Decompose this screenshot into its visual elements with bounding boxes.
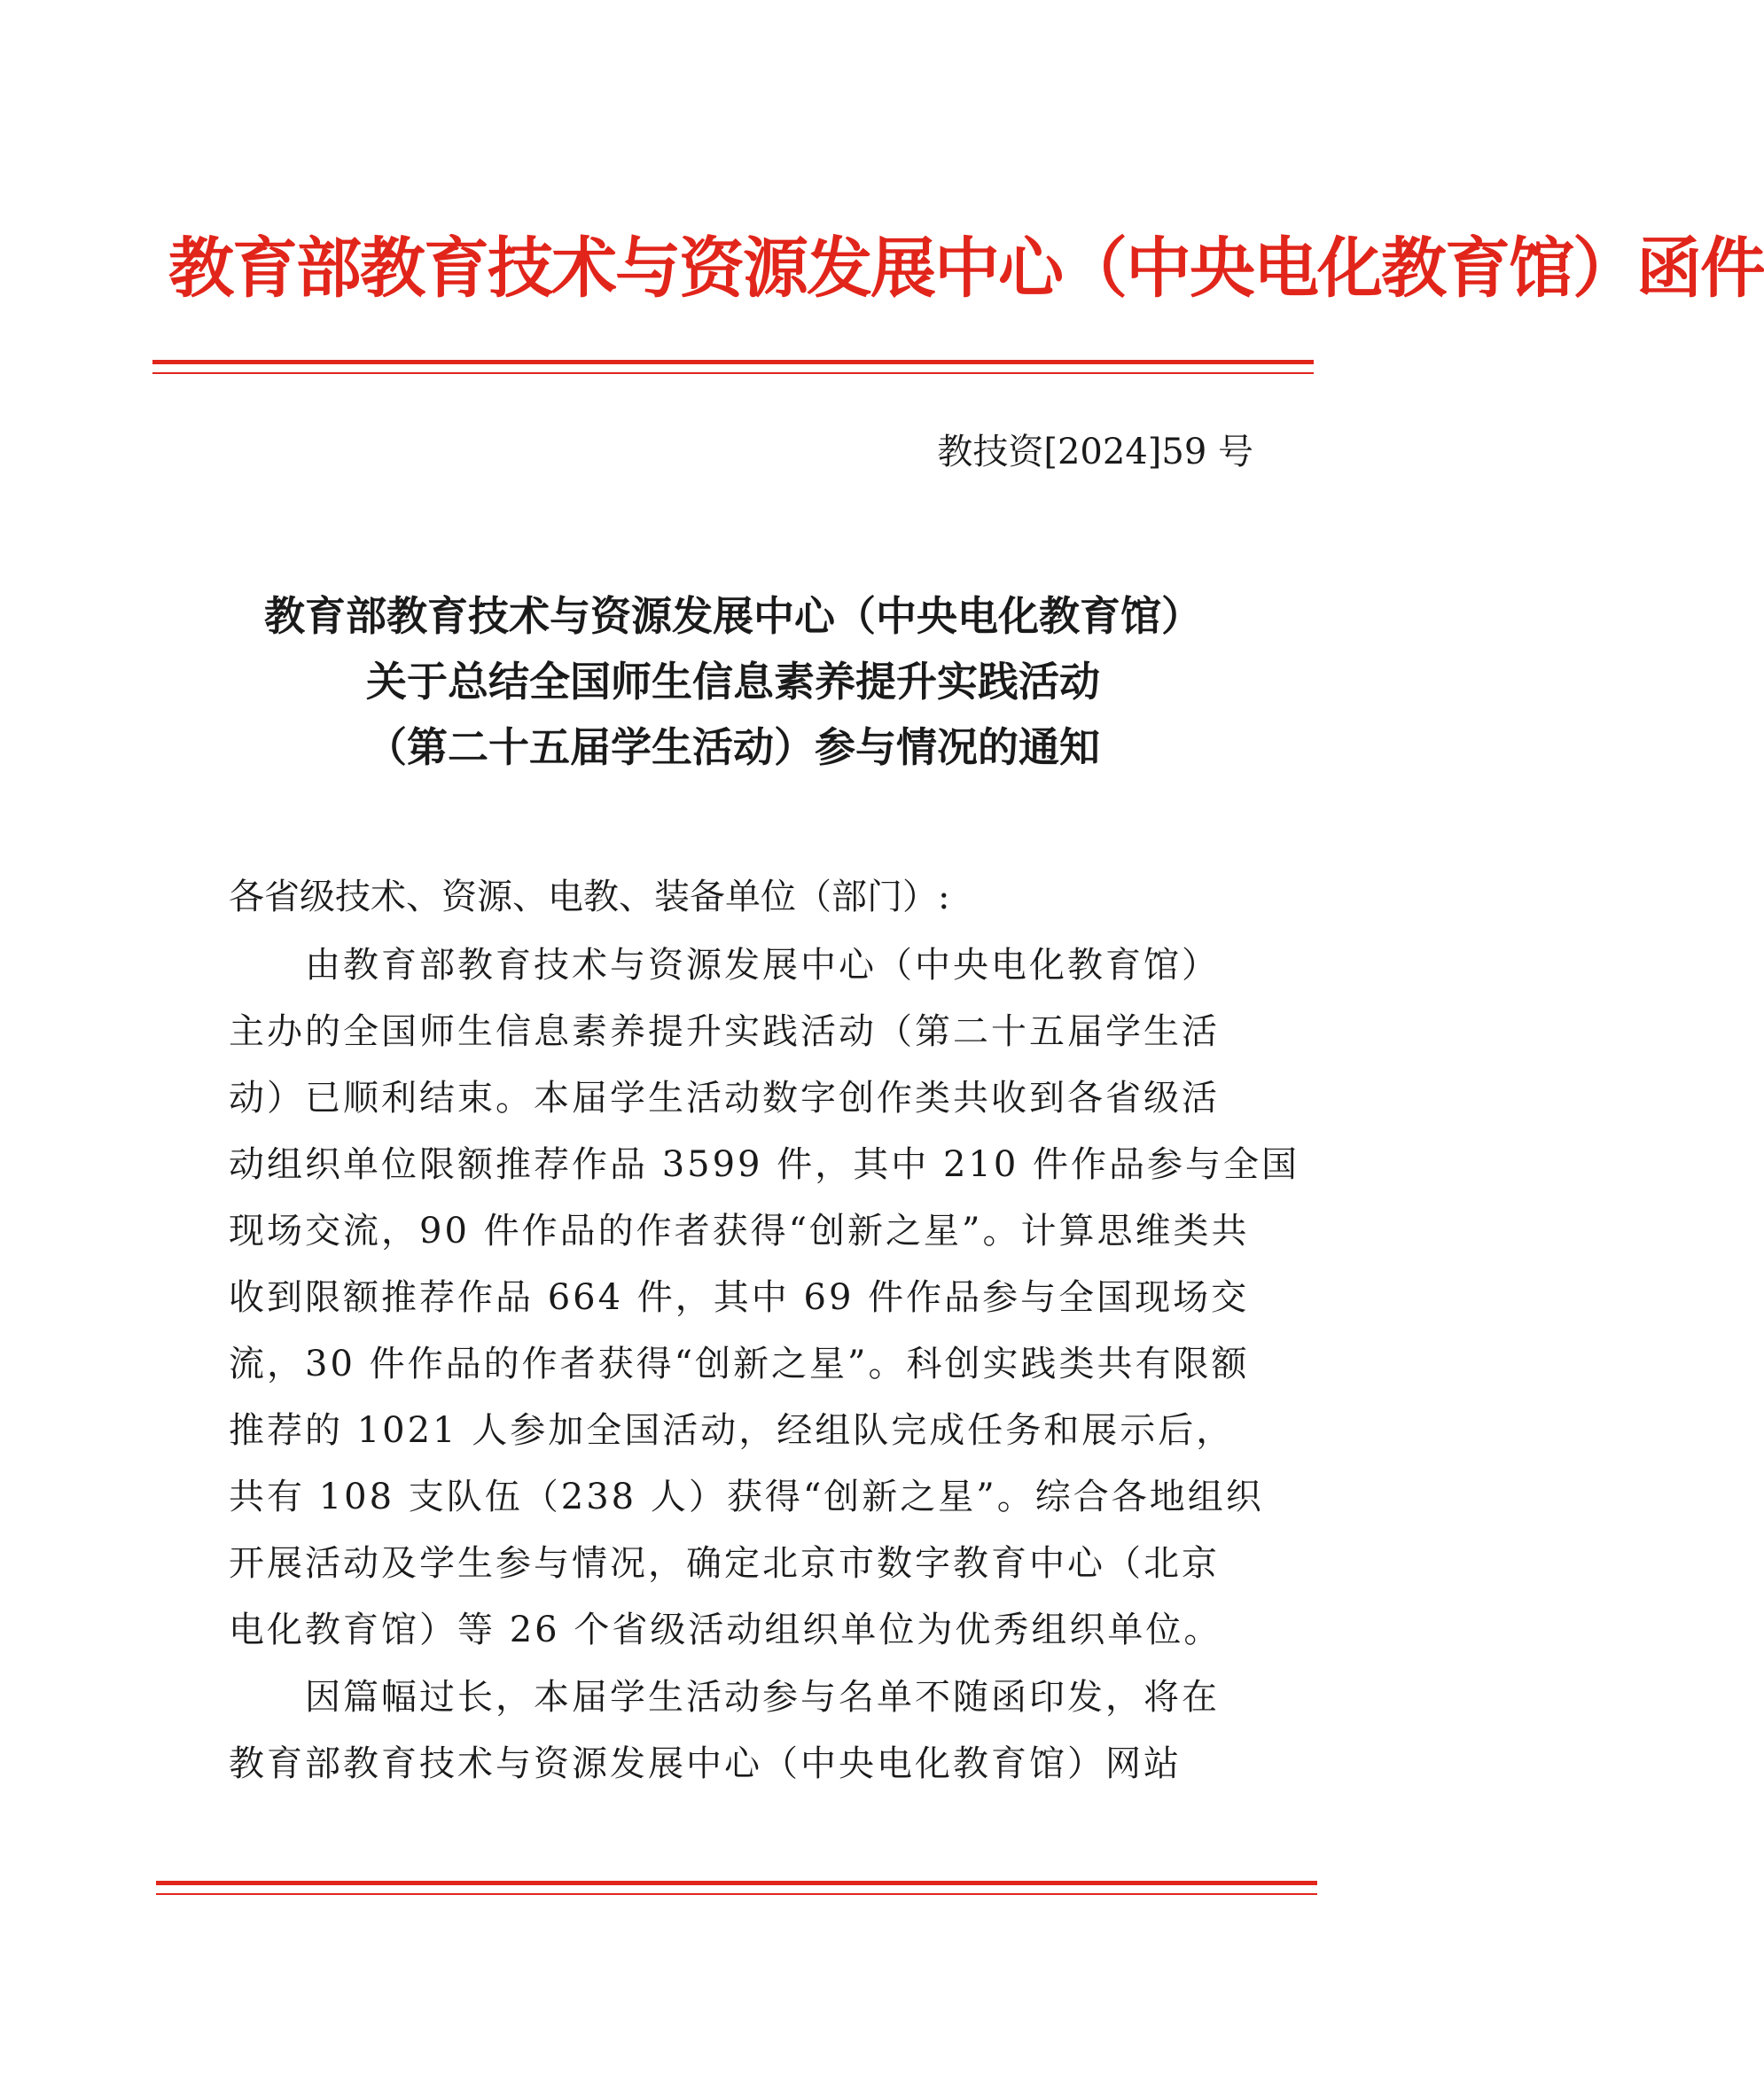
- notice-title: [177, 583, 1289, 780]
- body-paragraph-1: [229, 932, 1300, 1664]
- body-line: 共有 108 支队伍（238 人）获得“创新之星”。综合各地组织: [229, 1477, 1264, 1517]
- body-line: 教育部教育技术与资源发展中心（中央电化教育馆）网站: [229, 1743, 1182, 1784]
- notice-title-line: 教育部教育技术与资源发展中心（中央电化教育馆）: [264, 592, 1202, 640]
- letterhead-rule-thin: [152, 372, 1314, 374]
- footer-rule-thick: [156, 1881, 1317, 1885]
- notice-title-line: 关于总结全国师生信息素养提升实践活动: [366, 658, 1100, 706]
- body-line: 由教育部教育技术与资源发展中心（中央电化教育馆）: [229, 945, 1220, 986]
- body-line: 动组织单位限额推荐作品 3599 件，其中 210 件作品参与全国: [229, 1144, 1300, 1185]
- salutation: 各省级技术、资源、电教、装备单位（部门）:: [229, 877, 950, 917]
- body-line: 流，30 件作品的作者获得“创新之星”。科创实践类共有限额: [229, 1344, 1250, 1384]
- body-line: 电化教育馆）等 26 个省级活动组织单位为优秀组织单位。: [229, 1610, 1222, 1650]
- body-line: 现场交流，90 件作品的作者获得“创新之星”。计算思维类共: [229, 1211, 1250, 1251]
- body-line: 动）已顺利结束。本届学生活动数字创作类共收到各省级活: [229, 1078, 1220, 1119]
- letterhead-rule-thick: [152, 360, 1314, 364]
- body-line: 收到限额推荐作品 664 件，其中 69 件作品参与全国现场交: [229, 1277, 1250, 1318]
- body-line: 开展活动及学生参与情况，确定北京市数字教育中心（北京: [229, 1543, 1220, 1584]
- body-line: 推荐的 1021 人参加全国活动，经组队完成任务和展示后，: [229, 1410, 1235, 1451]
- body-line: 主办的全国师生信息素养提升实践活动（第二十五届学生活: [229, 1011, 1220, 1052]
- body-line: 因篇幅过长，本届学生活动参与名单不随函印发，将在: [229, 1677, 1220, 1718]
- body-paragraph-2: [229, 1665, 1248, 1797]
- notice-title-line: （第二十五届学生活动）参与情况的通知: [366, 723, 1100, 771]
- document-number: 教技资[2024]59 号: [937, 432, 1253, 472]
- letterhead-title: 教育部教育技术与资源发展中心（中央电化教育馆）函件: [168, 230, 1764, 307]
- footer-rule-thin: [156, 1893, 1317, 1895]
